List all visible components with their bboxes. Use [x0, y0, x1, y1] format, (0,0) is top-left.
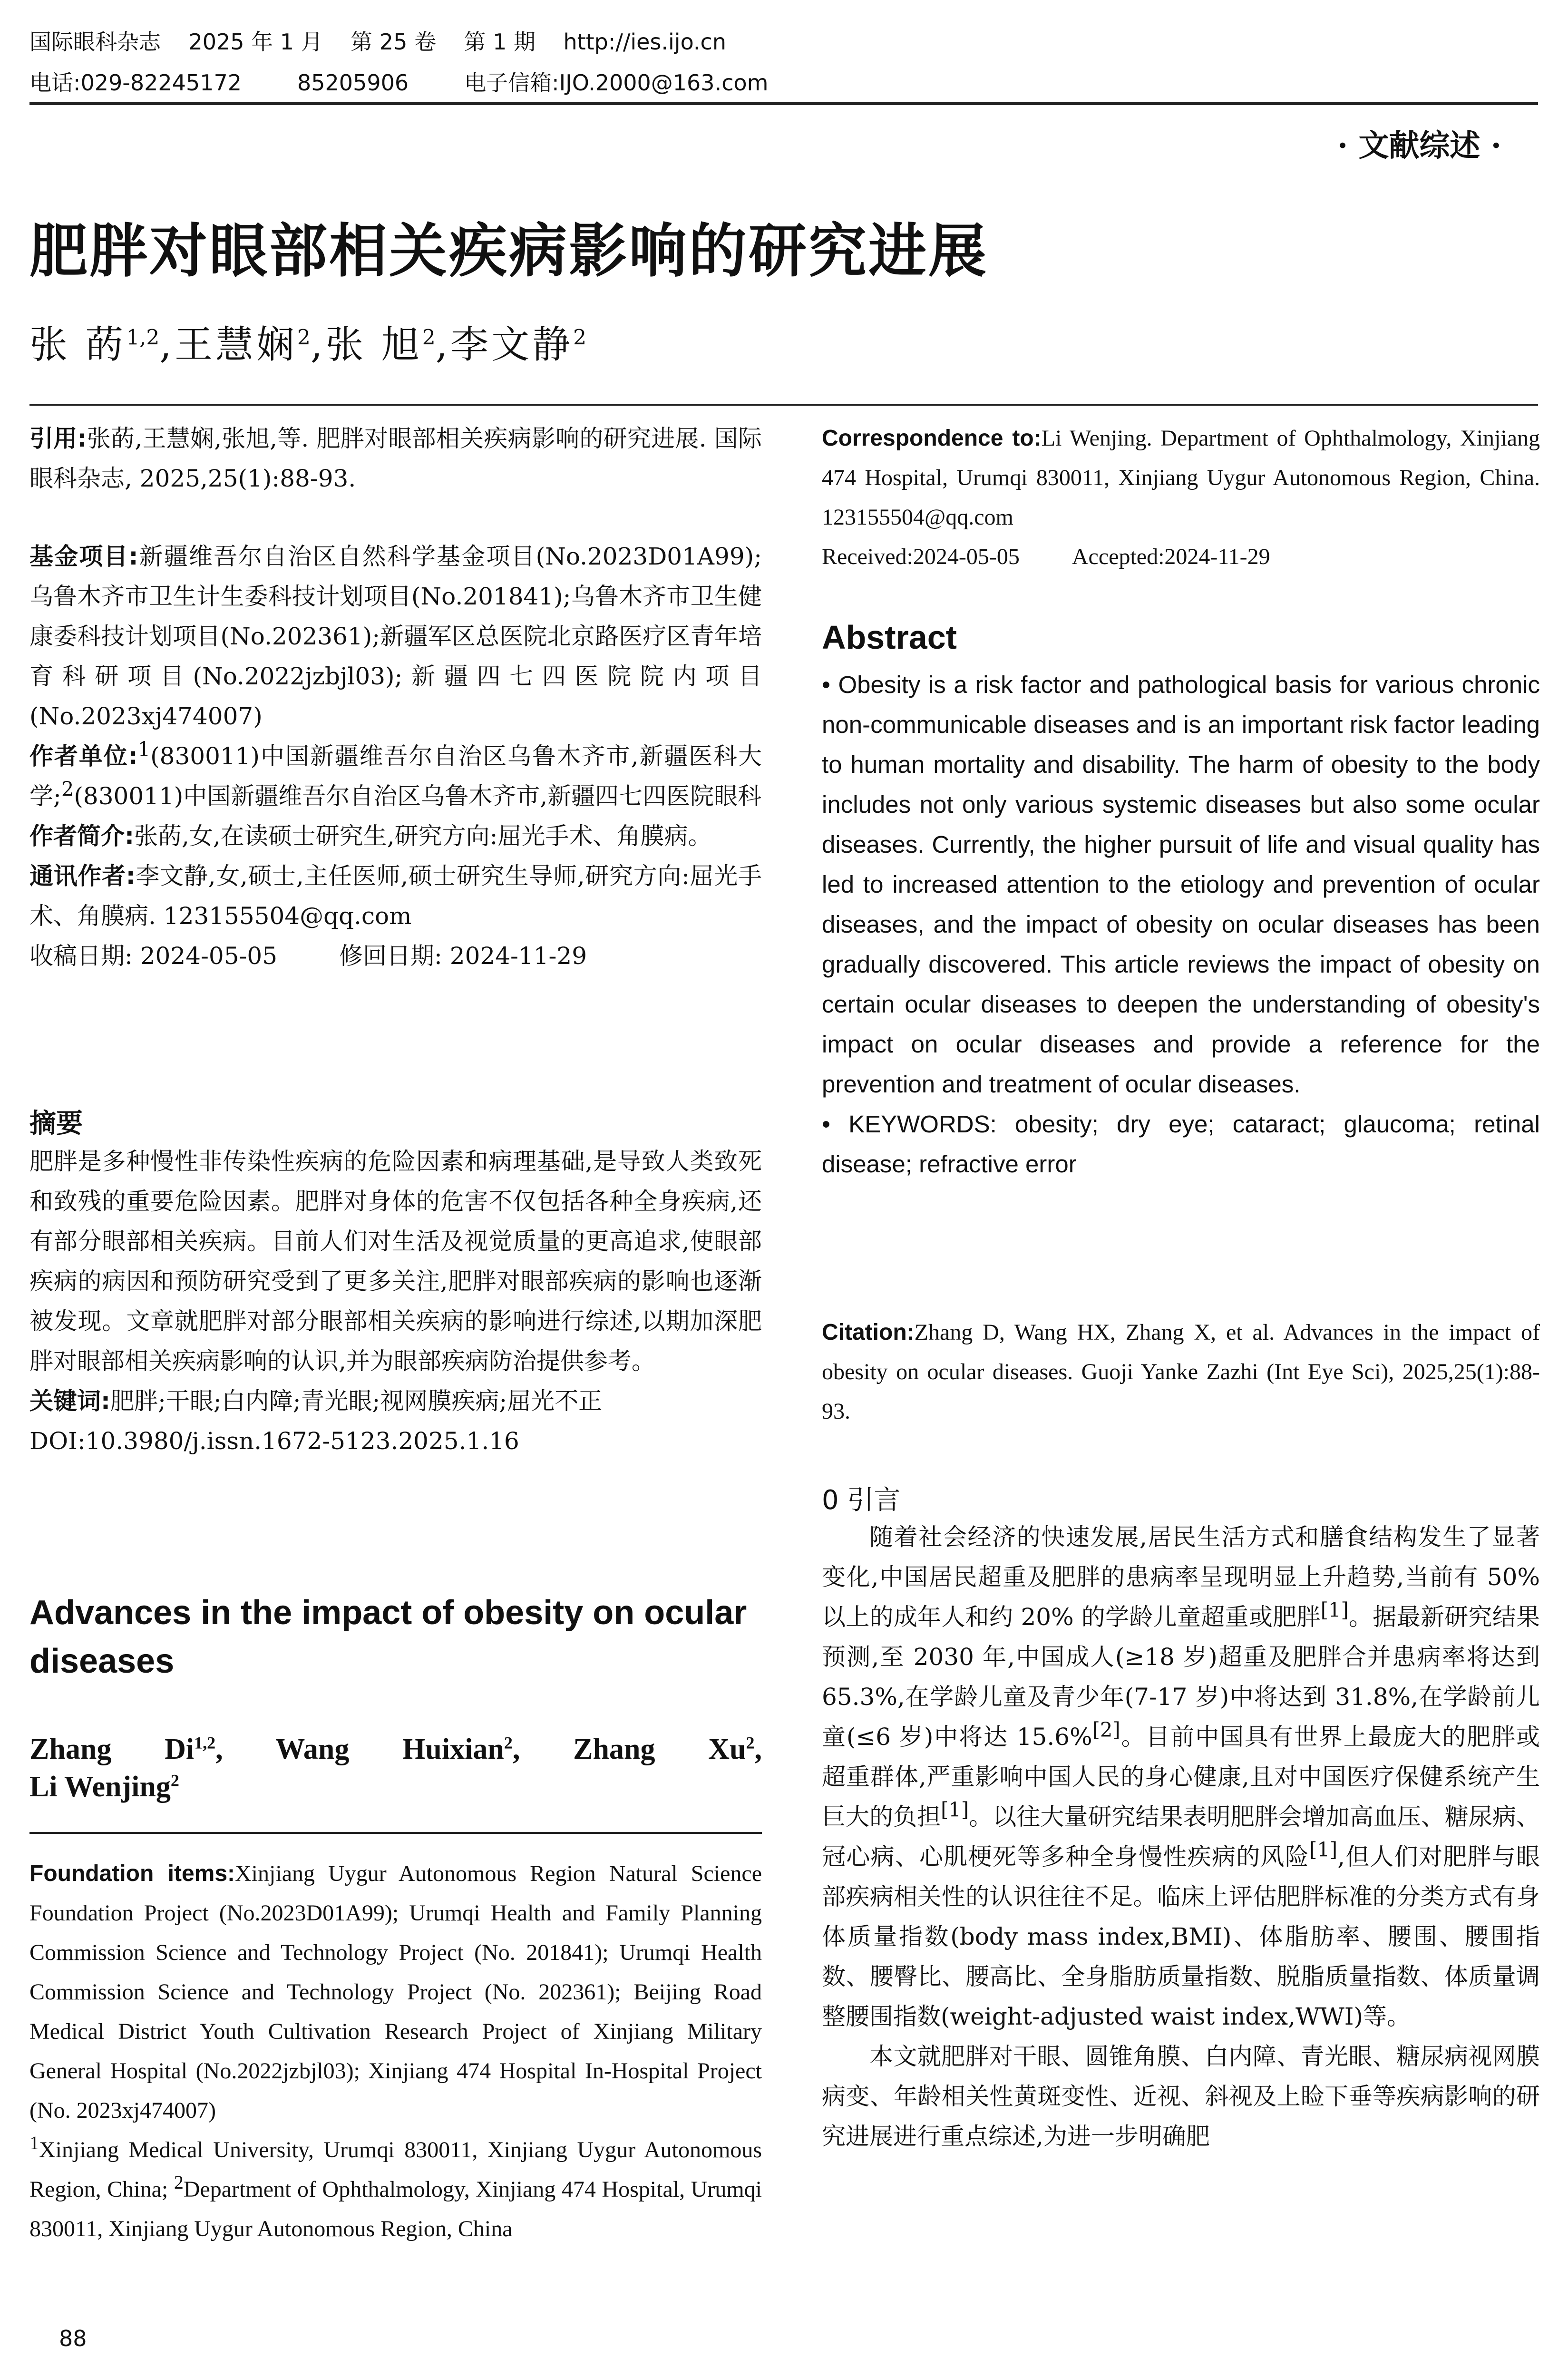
foundation-label: Foundation items:	[29, 1861, 235, 1886]
citation-block	[29, 419, 762, 498]
abstract-text-en: Obesity is a risk factor and pathological basis for various chronic non-communicable diseases and is an important risk factor leading to human mortality and disability. The harm of obesity to the body includes not only various systemic diseases but also some ocular diseases. Currently, the higher pursuit of life and visual quality has led to increased attention to the etiology and prevention of ocular diseases, and the impact of obesity on ocular diseases has been gradually discovered. This article reviews the impact of obesity on certain ocular diseases to deepen the understanding of obesity's impact on ocular diseases and provide a reference for the prevention and treatment of ocular diseases.	[822, 671, 1540, 1098]
abstract-cn-block	[29, 1141, 762, 1461]
affiliation-text: (830011)中国新疆维吾尔自治区乌鲁木齐市,新疆四七四医院眼科	[74, 782, 762, 810]
citation-en-block	[822, 1313, 1540, 1431]
author-name-en: Zhang Di	[29, 1733, 195, 1765]
abstract-en-block	[822, 665, 1540, 1184]
author-affiliation-marker: 1,2	[126, 325, 160, 350]
citation-ref: [1]	[941, 1798, 969, 1822]
journal-contact-line: 电话:029-82245172 85205906 电子信箱:IJO.2000@163.com	[29, 70, 769, 96]
foundation-text: Xinjiang Uygur Autonomous Region Natural Science Foundation Project (No.2023D01A99); Urumqi Health and Family Planning Commission Science and Technology Project (No. 201841); Urumqi Health Commission Science and Technology Project (No. 202361); Beijing Road Medical District Youth Cultivation Research Project of Xinjiang Military General Hospital (No.2022jzbjl03); Xinjiang 474 Hospital In-Hospital Project (No. 2023xj474007)	[29, 1861, 762, 2123]
english-title: Advances in the impact of obesity on ocular diseases	[29, 1594, 747, 1680]
fund-label: 基金项目:	[29, 543, 138, 570]
affiliation-label: 作者单位:	[29, 742, 138, 770]
keywords-label-en: KEYWORDS:	[848, 1111, 997, 1138]
english-author-list: Zhang Di$^{1,2}$, Wang Huixian$^2$, Zhang Xu$^2$,	[29, 1733, 762, 1765]
bio-text: 张菂,女,在读硕士研究生,研究方向:屈光手术、角膜病。	[134, 822, 712, 850]
abstract-heading-cn: 摘要	[29, 1108, 83, 1139]
text-run: 。目前中国具有世界上最庞大的肥胖或超重群体,严重影响中国人民的身心健康,且对中国医疗保健系统产生巨大的负担	[822, 1723, 1540, 1831]
citation-label: 引用:	[29, 425, 87, 452]
received-date-en: Received:2024-05-05	[822, 544, 1020, 569]
bio-label: 作者简介:	[29, 822, 134, 850]
citation-text-en: Zhang D, Wang HX, Zhang X, et al. Advances in the impact of obesity on ocular diseases. Guoji Yanke Zazhi (Int Eye Sci), 2025,25(1):88-93.	[822, 1320, 1540, 1424]
affiliation-marker: 2	[61, 777, 74, 801]
author-affiliation-marker: 2	[422, 325, 436, 350]
section-heading-intro: 0 引言	[822, 1485, 901, 1516]
received-date: 收稿日期: 2024-05-05	[29, 942, 278, 970]
author-separator: ,	[159, 322, 175, 367]
author-separator: ,	[310, 322, 326, 367]
keywords-label: 关键词:	[29, 1387, 110, 1415]
author-separator: ,	[435, 322, 451, 367]
paragraph: 本文就肥胖对干眼、圆锥角膜、白内障、青光眼、糖尿病视网膜病变、年龄相关性黄斑变性、近视、斜视及上睑下垂等疾病影响的研究进展进行重点综述,为进一步明确肥	[822, 2043, 1540, 2150]
affiliation-en: Department of Ophthalmology, Xinjiang 474 Hospital, Urumqi 830011, Xinjiang Uygur Autonomous Region, China	[29, 2177, 762, 2241]
author-divider	[29, 1832, 762, 1834]
keywords-cn	[29, 1381, 762, 1421]
title-divider	[29, 404, 1538, 406]
author-affiliation-marker: 1,2	[194, 1733, 216, 1753]
corresponding-author	[29, 856, 762, 936]
author-name-en: Zhang Xu	[573, 1733, 746, 1765]
affiliation-marker: 1	[137, 737, 151, 761]
revised-date: 修回日期: 2024-11-29	[339, 942, 587, 970]
text-run: 随着社会经济的快速发展,居民生活方式和膳食结构发生了显著变化,中国居民超重及肥胖的患病率呈现明显上升趋势,当前有 50% 以上的成年人和约 20% 的学龄儿童超重或肥胖	[822, 1523, 1540, 1631]
citation-label-en: Citation:	[822, 1320, 915, 1345]
citation-ref: [2]	[1092, 1718, 1120, 1742]
english-author-list-line2	[29, 1770, 762, 1804]
bullet: •	[822, 1111, 830, 1138]
author-bio	[29, 816, 762, 856]
paragraph	[822, 1517, 1540, 2036]
correspondence-label: Correspondence to:	[822, 426, 1042, 451]
dates	[29, 936, 762, 976]
affiliation-en: Xinjiang Medical University, Urumqi 830011, Xinjiang Uygur Autonomous Region, China;	[29, 2137, 762, 2202]
author-affiliation-marker: 2	[170, 1771, 179, 1790]
author-affiliation-marker: 2	[746, 1733, 755, 1753]
correspondence-block	[822, 419, 1540, 576]
text-run: 。据最新研究结果预测,至 2030 年,中国成人(≥18 岁)超重及肥胖合并患病率将达到 65.3%,在学龄儿童及青少年(7-17 岁)中将达到 31.8%,在学龄前儿童(≤6 岁)中将达 15.6%	[822, 1603, 1540, 1751]
fund-info	[29, 536, 762, 736]
author-name: 李文静	[450, 322, 574, 367]
affiliation-text: (830011)中国新疆维吾尔自治区乌鲁木齐市,新疆医科大学;	[29, 742, 762, 810]
corresponding-text: 李文静,女,硕士,主任医师,硕士研究生导师,研究方向:屈光手术、角膜病. 123155504@qq.com	[29, 862, 762, 930]
text-run: 。以往大量研究结果表明肥胖会增加高血压、糖尿病、冠心病、心肌梗死等多种全身慢性疾病的风险	[822, 1803, 1540, 1870]
abstract-text-cn: 肥胖是多种慢性非传染性疾病的危险因素和病理基础,是导致人类致死和致残的重要危险因素。肥胖对身体的危害不仅包括各种全身疾病,还有部分眼部相关疾病。目前人们对生活及视觉质量的更高追求,使眼部疾病的病因和预防研究受到了更多关注,肥胖对眼部疾病的影响也逐渐被发现。文章就肥胖对部分眼部相关疾病的影响进行综述,以期加深肥胖对眼部相关疾病影响的认识,并为眼部疾病防治提供参考。	[29, 1148, 762, 1375]
author-name-en: Li Wenjing	[29, 1771, 171, 1803]
author-list	[29, 314, 586, 369]
citation-ref: [1]	[1320, 1598, 1349, 1622]
foundation-en-block	[29, 1854, 762, 2249]
affiliation-marker: 1	[29, 2132, 39, 2153]
bullet: •	[822, 671, 830, 698]
header-divider	[29, 102, 1538, 105]
author-affiliation-marker: 2	[573, 325, 587, 350]
abstract-heading-en: Abstract	[822, 619, 957, 656]
author-name-en: Wang Huixian	[275, 1733, 504, 1765]
author-affiliation-marker: 2	[504, 1733, 513, 1753]
doi: DOI:10.3980/j.issn.1672-5123.2025.1.16	[29, 1427, 519, 1455]
article-title: 肥胖对眼部相关疾病影响的研究进展	[29, 217, 988, 285]
citation-ref: [1]	[1309, 1838, 1338, 1861]
text-run: ,但人们对肥胖与眼部疾病相关性的认识往往不足。临床上评估肥胖标准的分类方式有身体质量指数(body mass index,BMI)、体脂肪率、腰围、腰围指数、腰臀比、腰高比、全身脂肪质量指数、脱脂质量指数、体质量调整腰围指数(weight-adjusted waist index,WWI)等。	[822, 1843, 1540, 2030]
accepted-date-en: Accepted:2024-11-29	[1071, 544, 1270, 569]
correspondence-text: Li Wenjing. Department of Ophthalmology, Xinjiang 474 Hospital, Urumqi 830011, Xinjiang Uygur Autonomous Region, China. 123155504@qq.com	[822, 426, 1540, 530]
page-number: 88	[59, 2326, 87, 2351]
author-affiliation-marker: 2	[297, 325, 311, 350]
intro-body	[822, 1517, 1540, 2156]
affiliation-marker: 2	[174, 2172, 184, 2193]
citation-text: 张菂,王慧娴,张旭,等. 肥胖对眼部相关疾病影响的研究进展. 国际眼科杂志, 2025,25(1):88-93.	[29, 425, 762, 492]
author-name: 张 菂	[29, 322, 127, 367]
corresponding-label: 通讯作者:	[29, 862, 136, 890]
affiliation-info	[29, 736, 762, 816]
author-name: 张 旭	[325, 322, 422, 367]
fund-text: 新疆维吾尔自治区自然科学基金项目(No.2023D01A99);乌鲁木齐市卫生计生委科技计划项目(No.201841);乌鲁木齐市卫生健康委科技计划项目(No.202361);新疆军区总医院北京路医疗区青年培育科研项目(No.2022jzbjl03);新疆四七四医院院内项目(No.2023xj474007)	[29, 543, 762, 730]
front-matter-block	[29, 536, 762, 976]
column-tag: · 文献综述 ·	[1337, 128, 1501, 164]
author-name: 王慧娴	[174, 322, 297, 367]
keywords-text-en: obesity; dry eye; cataract; glaucoma; retinal disease; refractive error	[822, 1111, 1540, 1178]
keywords-text: 肥胖;干眼;白内障;青光眼;视网膜疾病;屈光不正	[110, 1387, 603, 1415]
journal-header-line: 国际眼科杂志 2025 年 1 月 第 25 卷 第 1 期 http://ies.ijo.cn	[29, 29, 726, 55]
